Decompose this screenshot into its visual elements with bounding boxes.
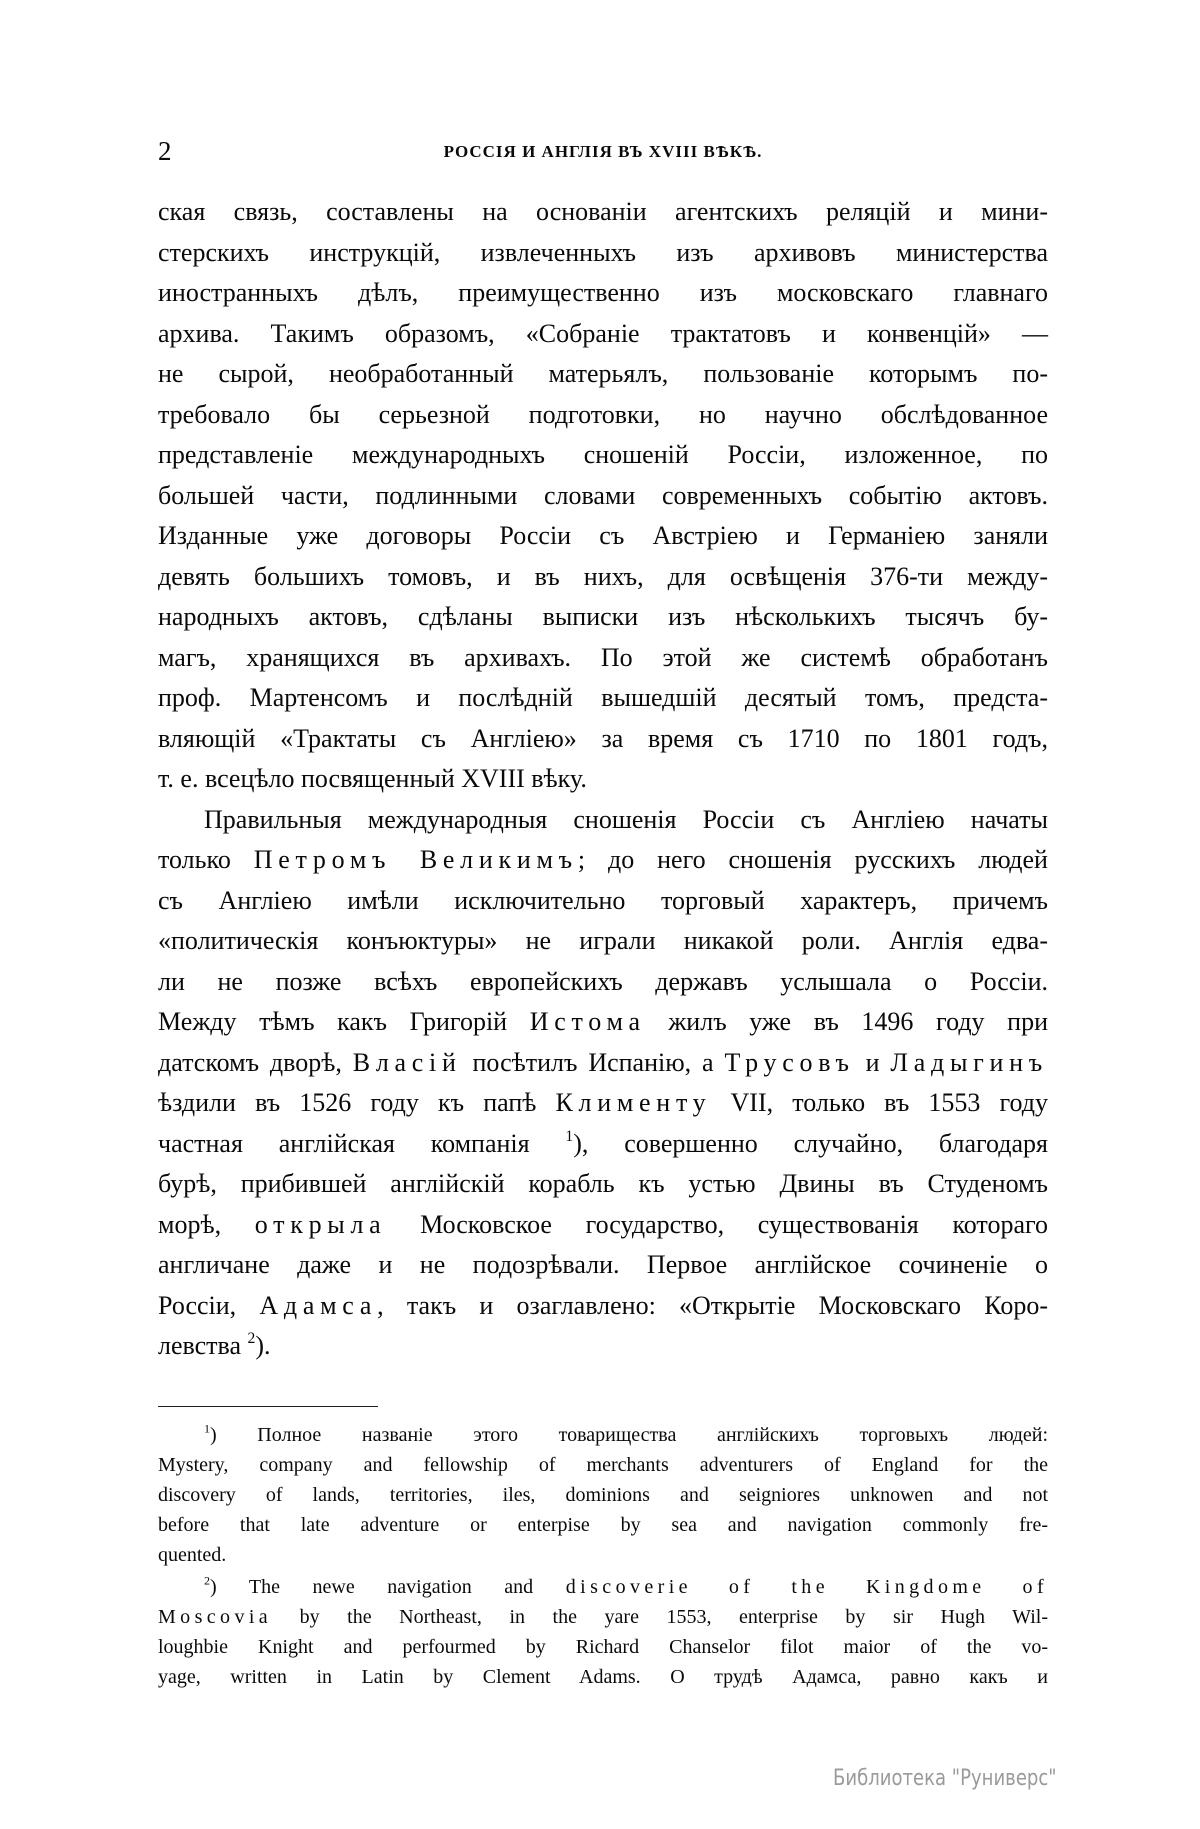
running-header bbox=[158, 136, 1048, 166]
text-line bbox=[158, 395, 1048, 436]
text-segment: проф. Мартенсомъ и послѣднiй вышедшiй десятый томъ, предста- bbox=[158, 683, 1048, 712]
running-title: РОССIЯ И АНГЛIЯ ВЪ XVIII ВѢКѢ. bbox=[443, 142, 763, 161]
text-line bbox=[158, 1602, 1048, 1632]
text-segment: by the Northeast, in the yare 1553, enterprise by sir Hugh Wil- bbox=[272, 1606, 1048, 1628]
emphasized-text: Ладыгинъ bbox=[890, 1047, 1048, 1077]
text-segment: представленiе международныхъ сношенiй Россiи, изложенное, по bbox=[158, 440, 1048, 469]
footnote-marker: 1 bbox=[565, 1127, 574, 1145]
text-line bbox=[158, 719, 1048, 760]
text-segment: loughbie Knight and perfourmed by Richard Chanselor filot maior of the vo- bbox=[158, 1636, 1048, 1658]
text-line bbox=[158, 435, 1048, 476]
emphasized-text: Истома bbox=[529, 1007, 646, 1036]
text-line bbox=[158, 759, 1048, 800]
text-segment: только bbox=[158, 845, 254, 874]
page-number: 2 bbox=[158, 136, 172, 166]
emphasized-text: открыла bbox=[254, 1209, 387, 1239]
text-segment: before that late adventure or enterpise by sea and navigation commonly fre- bbox=[158, 1514, 1048, 1536]
emphasized-text: Адамса bbox=[259, 1290, 378, 1320]
text-segment: VII, только въ 1553 году bbox=[711, 1088, 1048, 1117]
text-segment: датскомъ дворѣ, bbox=[158, 1047, 353, 1077]
text-segment: англичане даже и не подозрѣвали. Первое англiйское сочиненiе о bbox=[158, 1250, 1048, 1279]
text-segment: бурѣ, прибившей англiйскiй корабль къ устью Двины въ Студеномъ bbox=[158, 1169, 1048, 1198]
paragraph bbox=[158, 800, 1048, 1367]
text-line bbox=[158, 1480, 1048, 1510]
text-line bbox=[158, 840, 1048, 881]
text-line bbox=[158, 1420, 1048, 1450]
text-line bbox=[158, 1286, 1048, 1327]
text-line bbox=[158, 921, 1048, 962]
text-segment: т. е. всецѣло посвященный XVIII вѣку. bbox=[158, 764, 587, 793]
text-segment: посѣтилъ Испанiю, а bbox=[461, 1047, 725, 1077]
text-line bbox=[158, 1205, 1048, 1246]
text-segment: ли не позже всѣхъ европейскихъ державъ услышала о Россiи. bbox=[158, 966, 1048, 996]
text-line bbox=[158, 1083, 1048, 1124]
text-segment: ). bbox=[255, 1331, 271, 1360]
text-line bbox=[158, 233, 1048, 274]
text-line bbox=[158, 1124, 1048, 1165]
text-segment: не сырой, необработанный матерьялъ, пользованiе которымъ по- bbox=[158, 359, 1048, 388]
text-line bbox=[158, 1002, 1048, 1043]
emphasized-text: Трусовъ bbox=[724, 1047, 855, 1077]
text-segment: левства bbox=[158, 1331, 248, 1360]
text-line bbox=[158, 192, 1048, 233]
text-line bbox=[158, 1326, 1048, 1367]
footnotes bbox=[158, 1420, 1048, 1692]
footnote-divider bbox=[158, 1406, 378, 1407]
text-segment: частная англiйская компанiя bbox=[158, 1128, 566, 1158]
emphasized-text: Клименту bbox=[555, 1088, 712, 1117]
text-segment: ) Полное названiе этого товарищества англiйскихъ торговыхъ людей: bbox=[210, 1424, 1048, 1446]
text-line bbox=[158, 314, 1048, 355]
footnote-marker: 2 bbox=[204, 1573, 210, 1588]
text-line bbox=[158, 1510, 1048, 1540]
text-segment: народныхъ актовъ, сдѣланы выписки изъ нѣсколькихъ тысячъ бу- bbox=[158, 602, 1048, 631]
text-line bbox=[158, 476, 1048, 517]
text-segment: «политическiя конъюктуры» не играли никакой роли. Англiя едва- bbox=[158, 926, 1048, 955]
text-segment: большей части, подлинными словами современныхъ событiю актовъ. bbox=[158, 480, 1048, 510]
text-line bbox=[158, 1164, 1048, 1205]
footnote-marker: 2 bbox=[247, 1330, 256, 1348]
emphasized-text: discoverie of the Kingdome of bbox=[565, 1576, 1049, 1598]
text-line bbox=[158, 597, 1048, 638]
text-segment: жилъ уже въ 1496 году при bbox=[645, 1007, 1049, 1036]
text-line bbox=[158, 1540, 1048, 1570]
text-segment: иностранныхъ дѣлъ, преимущественно изъ московскаго главнаго bbox=[158, 278, 1048, 307]
text-line bbox=[158, 678, 1048, 719]
text-segment: ) The newe navigation and bbox=[210, 1576, 566, 1598]
emphasized-text: Moscovia bbox=[158, 1606, 273, 1628]
text-segment: морѣ, bbox=[158, 1209, 255, 1239]
main-text bbox=[158, 192, 1048, 1367]
text-segment: магъ, хранящихся въ архивахъ. По этой же системѣ обработанъ bbox=[158, 642, 1048, 672]
text-segment: discovery of lands, territories, iles, dominions and seigniores unknowen and not bbox=[158, 1484, 1048, 1506]
text-segment: ; до него сношенiя русскихъ людей bbox=[577, 845, 1048, 874]
text-line bbox=[158, 516, 1048, 557]
text-line bbox=[158, 557, 1048, 598]
text-line bbox=[158, 273, 1048, 314]
paragraph bbox=[158, 192, 1048, 800]
library-watermark: Библиотека "Руниверс" bbox=[833, 1766, 1057, 1791]
text-segment: ), совершенно случайно, благодаря bbox=[573, 1128, 1048, 1158]
text-line bbox=[158, 1450, 1048, 1480]
text-segment: Mystery, company and fellowship of merchants adventurers of England for the bbox=[158, 1454, 1048, 1476]
text-line bbox=[158, 1632, 1048, 1662]
emphasized-text: Власiй bbox=[352, 1047, 462, 1077]
text-line bbox=[158, 962, 1048, 1003]
text-line bbox=[158, 638, 1048, 679]
text-segment: yage, written in Latin by Clement Adams. О трудѣ Адамса, равно какъ и bbox=[158, 1666, 1048, 1688]
text-segment: ѣздили въ 1526 году къ папѣ bbox=[158, 1088, 556, 1117]
footnote-1 bbox=[158, 1420, 1048, 1570]
text-line bbox=[158, 1572, 1048, 1602]
text-segment: съ Англiею имѣли исключительно торговый характеръ, причемъ bbox=[158, 885, 1048, 915]
text-segment: требовало бы серьезной подготовки, но научно обслѣдованное bbox=[158, 399, 1048, 429]
text-segment: стерскихъ инструкцiй, извлеченныхъ изъ архивовъ министерства bbox=[158, 237, 1048, 267]
text-segment: вляющiй «Трактаты съ Англiею» за время съ 1710 по 1801 годъ, bbox=[158, 723, 1048, 753]
text-segment: девять большихъ томовъ, и въ нихъ, для освѣщенiя 376-ти между- bbox=[158, 561, 1048, 591]
text-segment: архива. Такимъ образомъ, «Собранiе трактатовъ и конвенцiй» — bbox=[158, 318, 1048, 348]
text-line bbox=[158, 881, 1048, 922]
text-segment: Россiи, bbox=[158, 1290, 260, 1320]
text-line bbox=[158, 1662, 1048, 1692]
text-line bbox=[158, 800, 1048, 841]
text-line bbox=[158, 1043, 1048, 1084]
text-segment: Изданные уже договоры Россiи съ Австрiею и Германiею заняли bbox=[158, 521, 1048, 550]
text-segment: и bbox=[854, 1047, 891, 1077]
emphasized-text: Петромъ Великимъ bbox=[253, 845, 578, 874]
text-segment: Московское государство, существованiя котораго bbox=[386, 1209, 1048, 1239]
text-segment: ская связь, составлены на основанiи агентскихъ реляцiй и мини- bbox=[158, 197, 1048, 226]
text-line bbox=[158, 354, 1048, 395]
footnote-marker: 1 bbox=[204, 1421, 210, 1436]
footnote-2 bbox=[158, 1572, 1048, 1692]
text-segment: Между тѣмъ какъ Григорiй bbox=[158, 1007, 530, 1036]
text-segment: quented. bbox=[158, 1544, 227, 1566]
text-segment: Правильныя международныя сношенiя Россiи съ Англiею начаты bbox=[204, 804, 1048, 834]
text-line bbox=[158, 1245, 1048, 1286]
text-segment: , такъ и озаглавлено: «Открытiе Московскаго Коро- bbox=[377, 1290, 1048, 1320]
